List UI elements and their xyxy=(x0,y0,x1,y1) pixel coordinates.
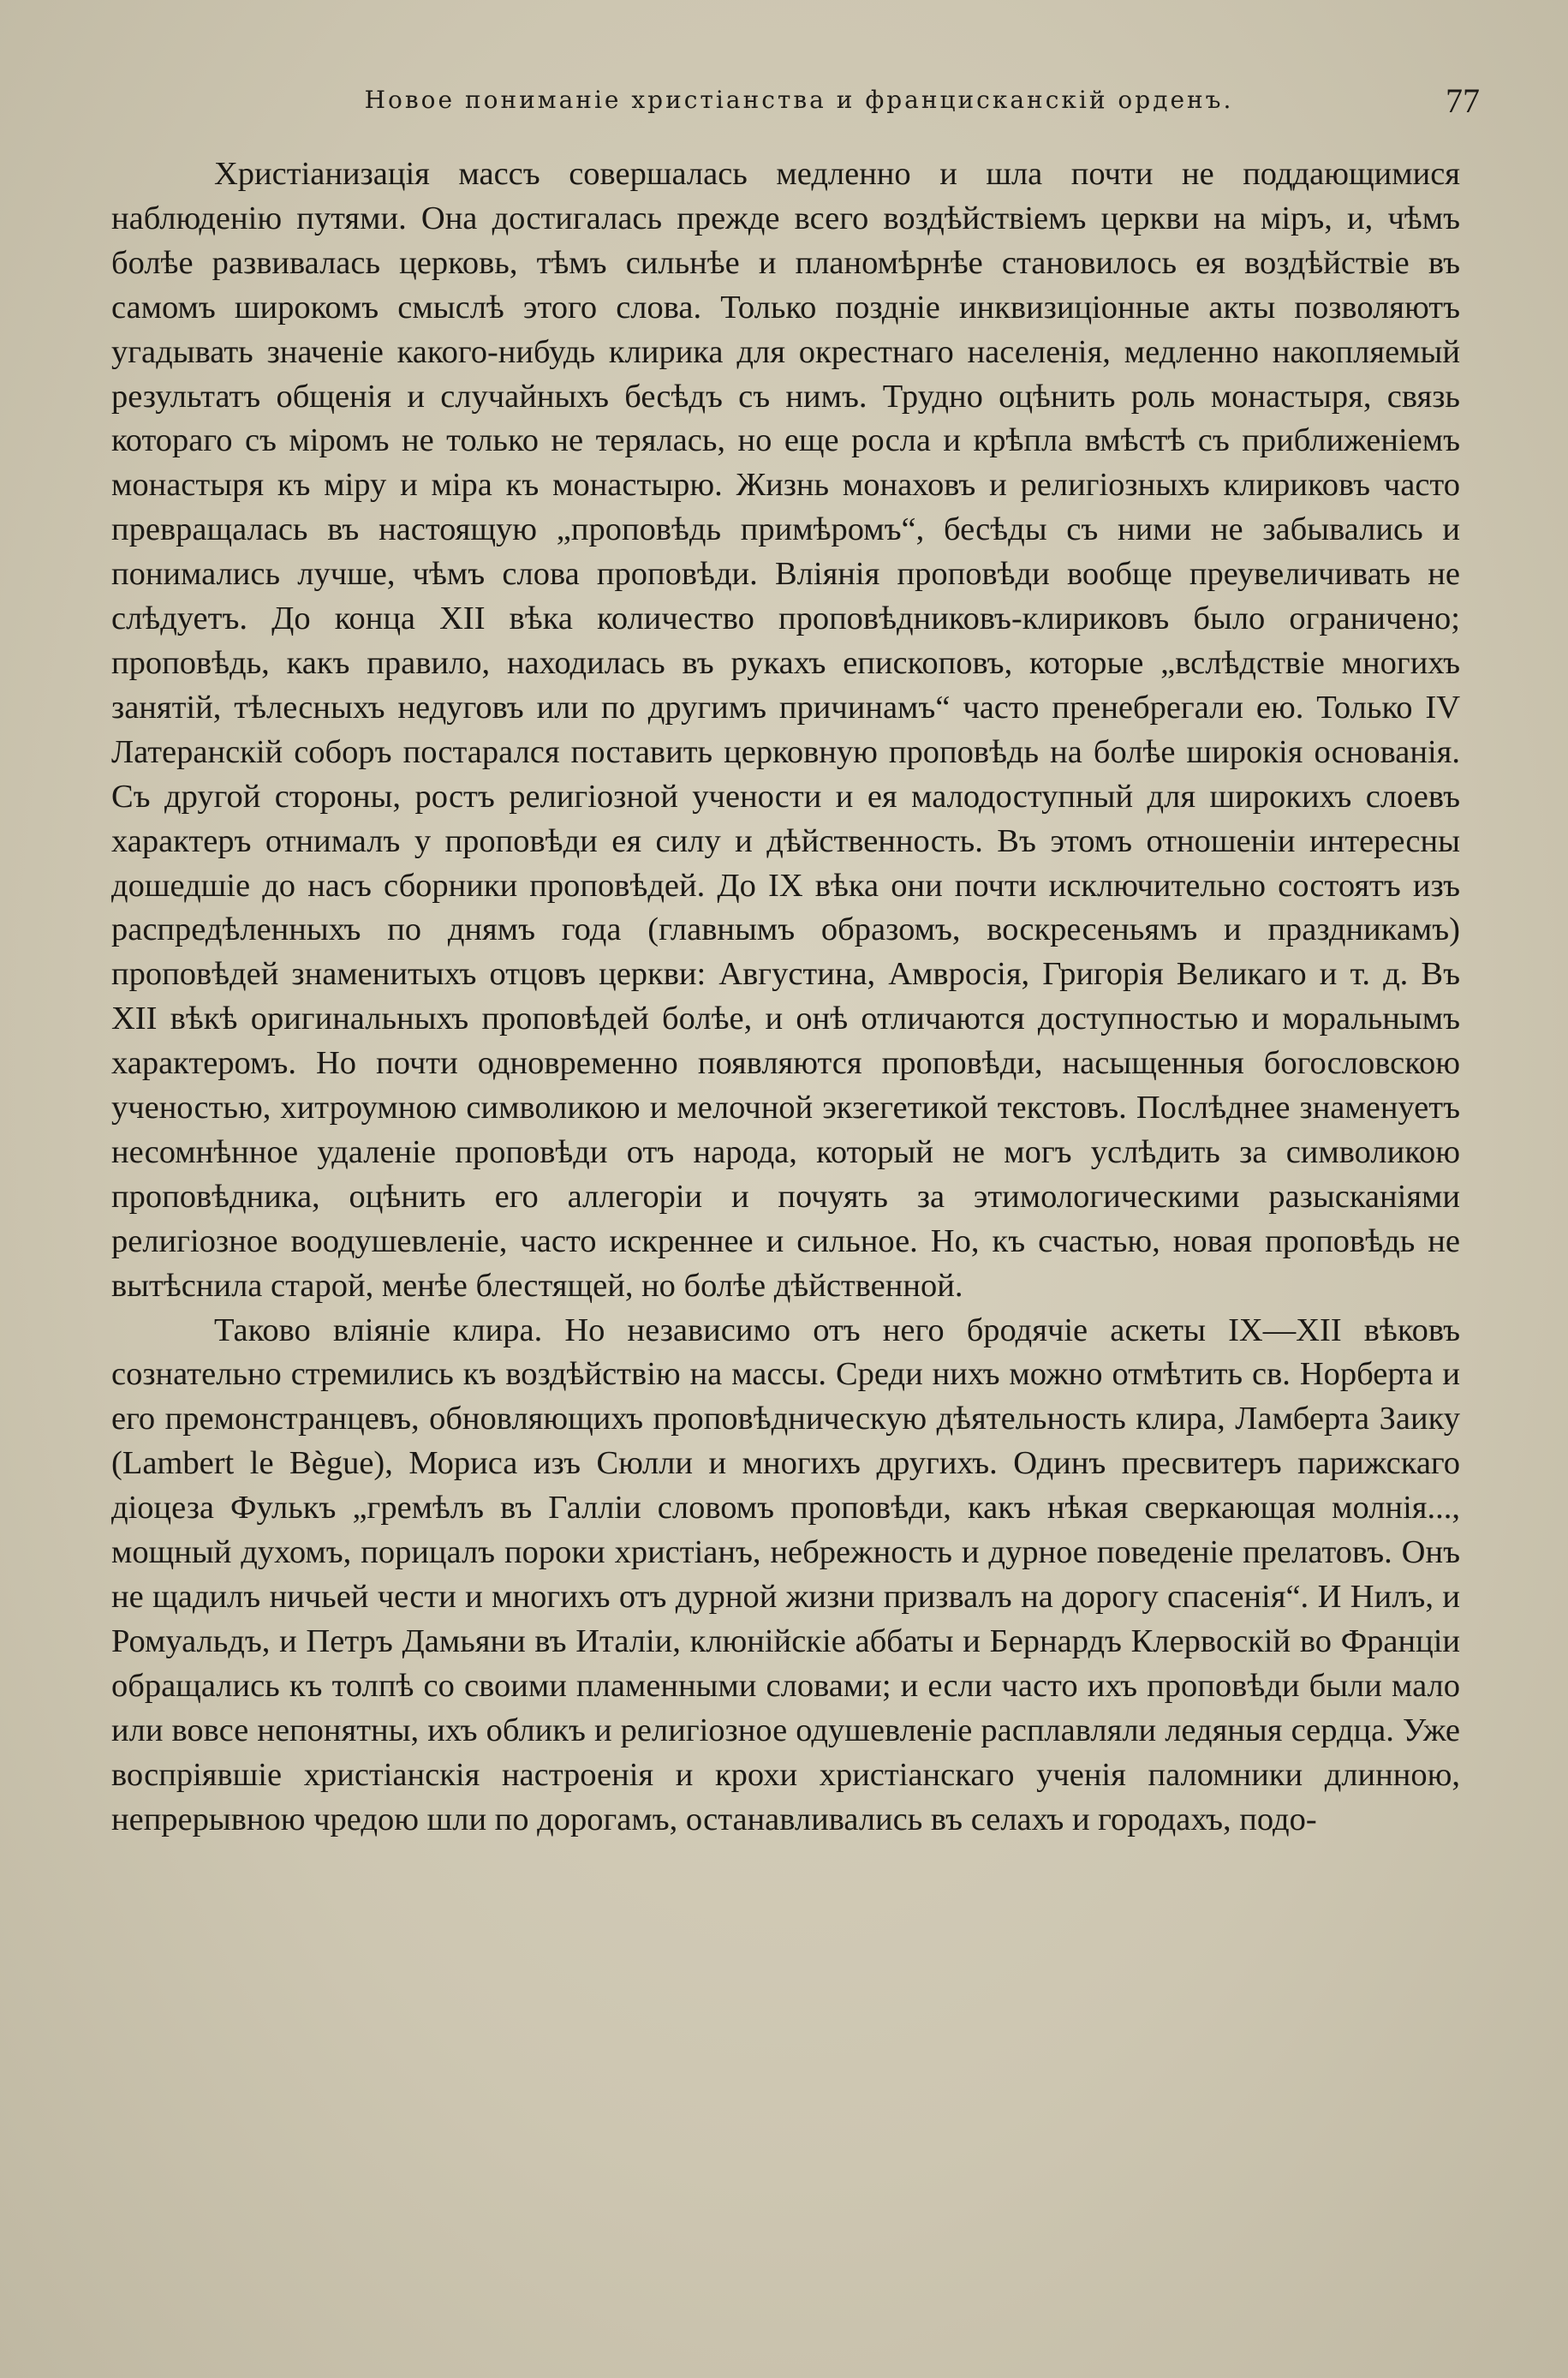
running-title: Новое пониманіе христіанства и францисканскій орденъ. xyxy=(364,86,1234,114)
page-number: 77 xyxy=(1446,81,1480,120)
body-text xyxy=(111,152,1460,1842)
running-head xyxy=(101,79,1480,130)
paragraph-2: Таково вліяніе клира. Но независимо отъ него бродячіе аскеты IX—XII вѣковъ сознательно стремились къ воздѣйствію на массы. Среди нихъ можно отмѣтить св. Норберта и его премонстранцевъ, обновляющихъ проповѣдническую дѣятельность клира, Ламберта Заику (Lambert le Bègue), Мориса изъ Сюлли и многихъ другихъ. Одинъ пресвитеръ парижскаго діоцеза Фулькъ „гремѣлъ въ Галліи словомъ проповѣди, какъ нѣкая сверкающая молнія..., мощный духомъ, порицалъ пороки христіанъ, небрежность и дурное поведеніе прелатовъ. Онъ не щадилъ ничьей чести и многихъ отъ дурной жизни призвалъ на дорогу спасенія“. И Нилъ, и Ромуальдъ, и Петръ Дамьяни въ Италіи, клюнійскіе аббаты и Бернардъ Клервоскій во Франціи обращались къ толпѣ со своими пламенными словами; и если часто ихъ проповѣди были мало или вовсе непонятны, ихъ обликъ и религіозное одушевленіе расплавляли ледяныя сердца. Уже воспріявшіе христіанскія настроенія и крохи христіанскаго ученія паломники длинною, непрерывною чредою шли по дорогамъ, останавливались въ селахъ и городахъ, подо- xyxy=(111,1311,1460,1837)
paragraph-1: Христіанизація массъ совершалась медленно и шла почти не поддающимися наблюденію путями. Она достигалась прежде всего воздѣйствіемъ церкви на міръ, и, чѣмъ болѣе развивалась церковь, тѣмъ сильнѣе и планомѣрнѣе становилось ея воздѣйствіе въ самомъ широкомъ смыслѣ этого слова. Только поздніе инквизиціонные акты позволяютъ угадывать значеніе какого-нибудь клирика для окрестнаго населенія, медленно накопляемый результатъ общенія и случайныхъ бесѣдъ съ нимъ. Трудно оцѣнить роль монастыря, связь котораго съ міромъ не только не терялась, но еще росла и крѣпла вмѣстѣ съ приближеніемъ монастыря къ міру и міра къ монастырю. Жизнь монаховъ и религіозныхъ клириковъ часто превращалась въ настоящую „проповѣдь примѣромъ“, бесѣды съ ними не забывались и понимались лучше, чѣмъ слова проповѣди. Вліянія проповѣди вообще преувеличивать не слѣдуетъ. До конца XII вѣка количество проповѣдниковъ-клириковъ было ограничено; проповѣдь, какъ правило, находилась въ рукахъ епископовъ, которые „вслѣдствіе многихъ занятій, тѣлесныхъ недуговъ или по другимъ причинамъ“ часто пренебрегали ею. Только IV Латеранскій соборъ постарался поставить церковную проповѣдь на болѣе широкія основанія. Съ другой стороны, ростъ религіозной учености и ея малодоступный для широкихъ слоевъ характеръ отнималъ у проповѣди ея силу и дѣйственность. Въ этомъ отношеніи интересны дошедшіе до насъ сборники проповѣдей. До IX вѣка они почти исключительно состоятъ изъ распредѣленныхъ по днямъ года (главнымъ образомъ, воскресеньямъ и праздникамъ) проповѣдей знаменитыхъ отцовъ церкви: Августина, Амвросія, Григорія Великаго и т. д. Въ XII вѣкѣ оригинальныхъ проповѣдей болѣе, и онѣ отличаются доступностью и моральнымъ характеромъ. Но почти одновременно появляются проповѣди, насыщенныя богословскою ученостью, хитроумною символикою и мелочной экзегетикой текстовъ. Послѣднее знаменуетъ несомнѣнное удаленіе проповѣди отъ народа, который не могъ услѣдить за символикою проповѣдника, оцѣнить его аллегоріи и почуять за этимологическими разысканіями религіозное воодушевленіе, часто искреннее и сильное. Но, къ счастью, новая проповѣдь не вытѣснила старой, менѣе блестящей, но болѣе дѣйственной. xyxy=(111,156,1460,1304)
